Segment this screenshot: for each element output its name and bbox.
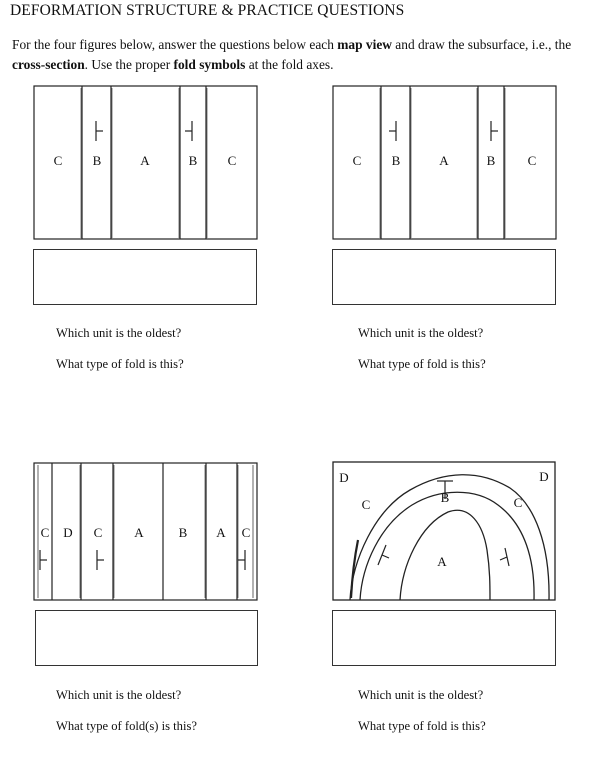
unit-label: B [178, 525, 188, 540]
unit-label: B [92, 153, 102, 168]
unit-label: B [188, 153, 198, 168]
unit-label: C [93, 525, 103, 540]
question-oldest-3: Which unit is the oldest? [56, 688, 182, 702]
unit-label: D [63, 525, 73, 540]
page-title: DEFORMATION STRUCTURE & PRACTICE QUESTIONS [10, 2, 405, 19]
strike-dip-symbol-4b [378, 545, 389, 565]
unit-label: C [40, 525, 50, 540]
unit-label: A [437, 554, 447, 569]
unit-label: A [134, 525, 144, 540]
question-oldest-4: Which unit is the oldest? [358, 688, 484, 702]
unit-label: C [241, 525, 251, 540]
unit-label: C [513, 495, 523, 510]
unit-label: B [486, 153, 496, 168]
unit-label: B [391, 153, 401, 168]
question-fold-type-1: What type of fold is this? [56, 357, 184, 371]
instructions: For the four figures below, answer the questions below each map view and draw the subsurface, i.e., the cross-section. Use the proper fold symbols at the fold axes. [12, 37, 572, 72]
unit-label: D [539, 469, 549, 484]
unit-label: C [361, 497, 371, 512]
unit-label: D [339, 470, 349, 485]
unit-label: B [440, 490, 450, 505]
unit-label: C [352, 153, 362, 168]
unit-label: C [527, 153, 537, 168]
question-fold-type-3: What type of fold(s) is this? [56, 719, 197, 733]
unit-label: A [439, 153, 449, 168]
unit-label: A [216, 525, 226, 540]
question-oldest-1: Which unit is the oldest? [56, 326, 182, 340]
strike-dip-symbol-4c [500, 548, 509, 566]
question-fold-type-4: What type of fold is this? [358, 719, 486, 733]
unit-label: A [140, 153, 150, 168]
question-fold-type-2: What type of fold is this? [358, 357, 486, 371]
question-oldest-2: Which unit is the oldest? [358, 326, 484, 340]
unit-label: C [227, 153, 237, 168]
unit-label: C [53, 153, 63, 168]
cross-section-box-4[interactable] [332, 610, 556, 666]
